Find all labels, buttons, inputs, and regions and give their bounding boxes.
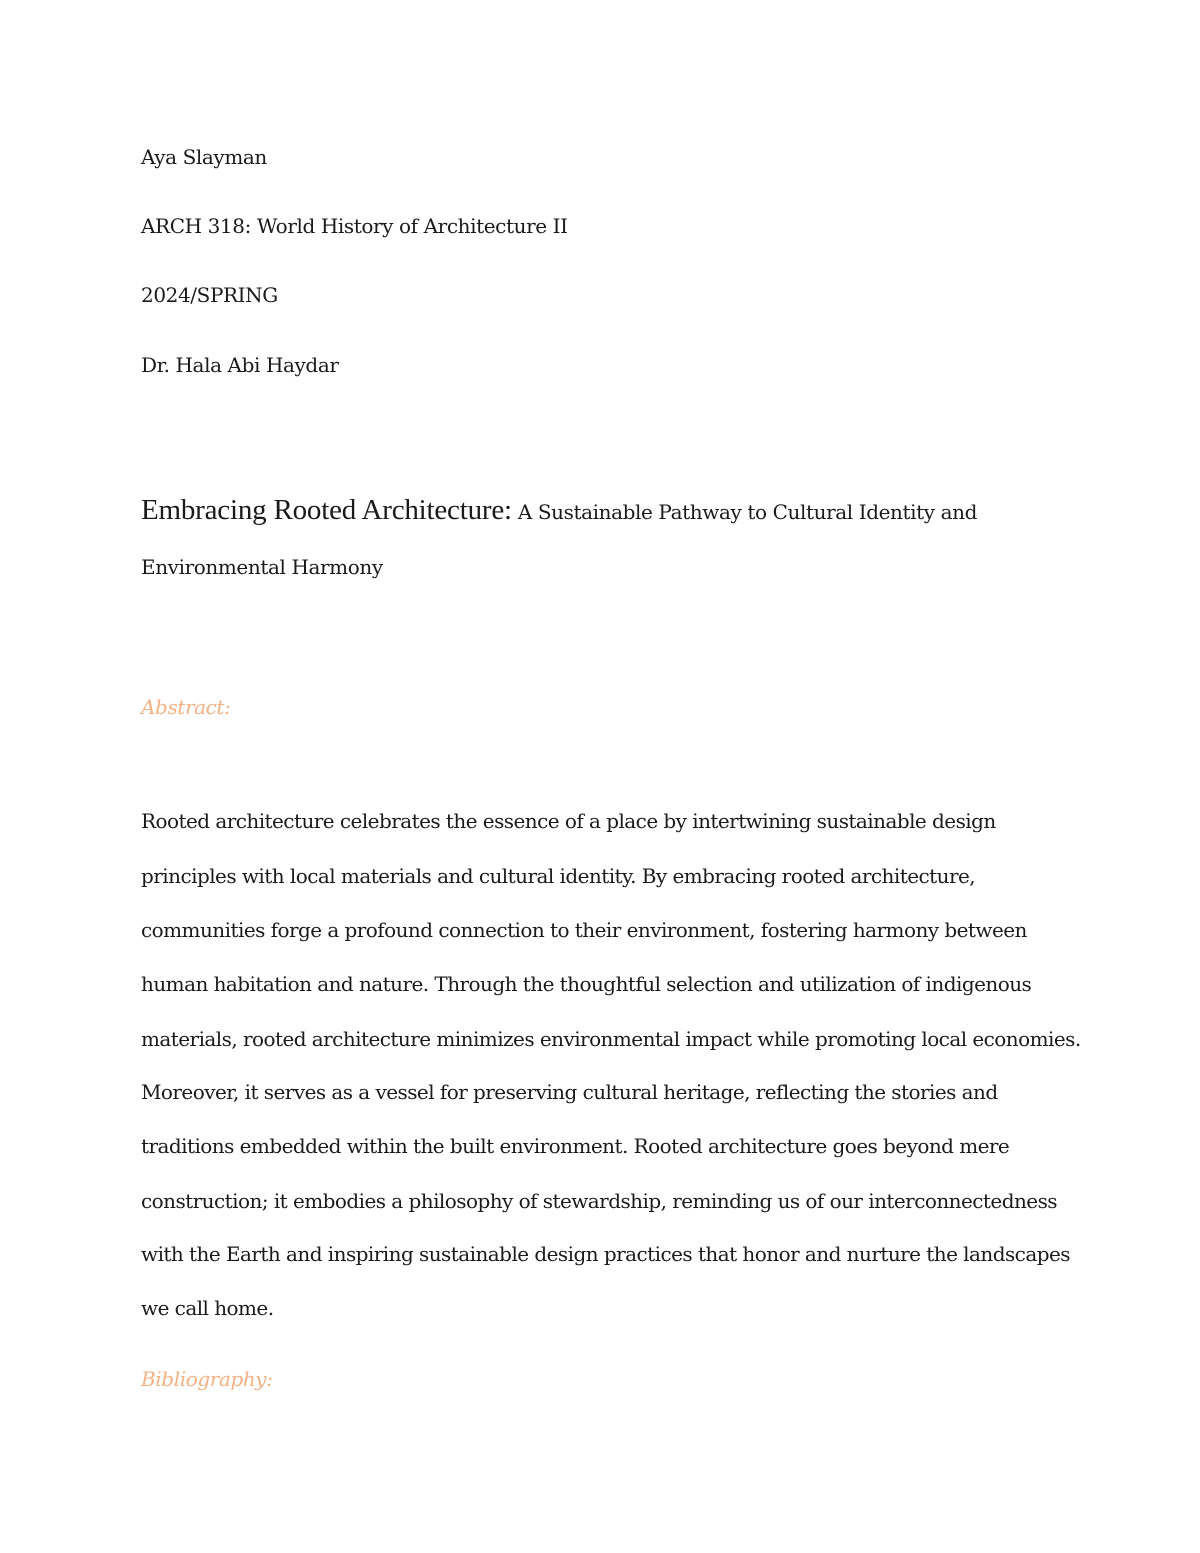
term: 2024/SPRING xyxy=(141,283,278,307)
instructor-name: Dr. Hala Abi Haydar xyxy=(141,353,339,377)
paper-title-subtitle-continued: Environmental Harmony xyxy=(141,555,383,579)
abstract-line: principles with local materials and cultural identity. By embracing rooted architecture, xyxy=(141,864,976,888)
abstract-line: with the Earth and inspiring sustainable design practices that honor and nurture the landscapes xyxy=(141,1242,1070,1266)
author-name: Aya Slayman xyxy=(141,145,267,169)
abstract-line: materials, rooted architecture minimizes environmental impact while promoting local economies. xyxy=(141,1027,1081,1051)
abstract-heading: Abstract: xyxy=(141,695,231,719)
abstract-line: we call home. xyxy=(141,1296,274,1320)
paper-title-main: Embracing Rooted Architecture: xyxy=(141,494,512,526)
course-title: ARCH 318: World History of Architecture II xyxy=(141,214,568,238)
abstract-line: human habitation and nature. Through the thoughtful selection and utilization of indigenous xyxy=(141,972,1032,996)
paper-title-subtitle: A Sustainable Pathway to Cultural Identity and xyxy=(511,500,978,524)
abstract-line: construction; it embodies a philosophy of stewardship, reminding us of our interconnectedness xyxy=(141,1189,1057,1213)
abstract-line: traditions embedded within the built environment. Rooted architecture goes beyond mere xyxy=(141,1134,1010,1158)
abstract-line: Moreover, it serves as a vessel for preserving cultural heritage, reflecting the stories and xyxy=(141,1080,998,1104)
abstract-line: communities forge a profound connection to their environment, fostering harmony between xyxy=(141,918,1027,942)
abstract-line: Rooted architecture celebrates the essence of a place by intertwining sustainable design xyxy=(141,809,996,833)
bibliography-heading: Bibliography: xyxy=(141,1367,273,1391)
paper-title xyxy=(141,494,977,528)
